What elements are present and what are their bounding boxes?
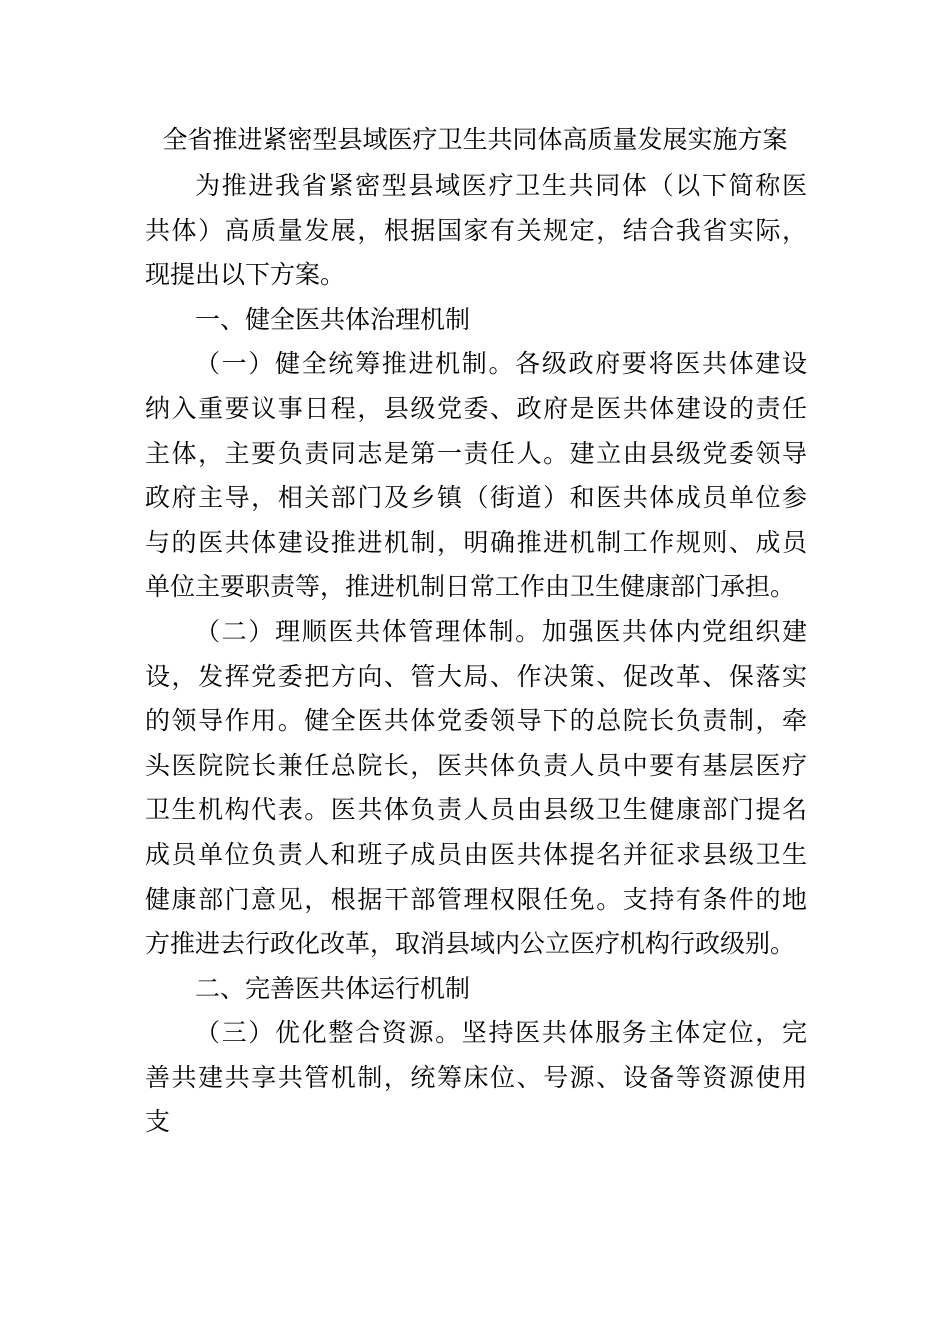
paragraph-line: 单位主要职责等，推进机制日常工作由卫生健康部门承担。 [145,572,796,602]
paragraph-line: 现提出以下方案。 [145,260,346,290]
paragraph-line: 与的医共体建设推进机制，明确推进机制工作规则、成员 [145,527,807,557]
paragraph-line: （二）理顺医共体管理体制。加强医共体内党组织建 [195,616,807,646]
paragraph-line: 共体）高质量发展，根据国家有关规定，结合我省实际， [145,215,807,245]
paragraph-line: 卫生机构代表。医共体负责人员由县级卫生健康部门提名 [145,795,807,825]
document-title: 全省推进紧密型县域医疗卫生共同体高质量发展实施方案 [162,125,788,154]
paragraph-line: 支 [145,1107,171,1137]
paragraph-line: 成员单位负责人和班子成员由医共体提名并征求县级卫生 [145,839,807,869]
paragraph-line: 主体，主要负责同志是第一责任人。建立由县级党委领导 [145,438,807,468]
paragraph-line: 一、健全医共体治理机制 [195,304,471,334]
paragraph-line: 设，发挥党委把方向、管大局、作决策、促改革、保落实 [145,661,807,691]
paragraph-line: 头医院院长兼任总院长，医共体负责人员中要有基层医疗 [145,750,807,780]
paragraph-line: 纳入重要议事日程，县级党委、政府是医共体建设的责任 [145,393,807,423]
paragraph-line: 健康部门意见，根据干部管理权限任免。支持有条件的地 [145,884,807,914]
paragraph-line: 二、完善医共体运行机制 [195,973,471,1003]
paragraph-line: （三）优化整合资源。坚持医共体服务主体定位，完 [195,1018,807,1048]
paragraph-line: 为推进我省紧密型县域医疗卫生共同体（以下简称医 [195,171,807,200]
paragraph-line: 的领导作用。健全医共体党委领导下的总院长负责制，牵 [145,706,807,736]
paragraph-line: 善共建共享共管机制，统筹床位、号源、设备等资源使用 [145,1062,807,1092]
paragraph-line: 政府主导，相关部门及乡镇（街道）和医共体成员单位参 [145,483,807,513]
document-body [145,164,807,1145]
paragraph-line: （一）健全统筹推进机制。各级政府要将医共体建设 [195,349,807,379]
paragraph-line: 方推进去行政化改革，取消县域内公立医疗机构行政级别。 [145,929,796,959]
